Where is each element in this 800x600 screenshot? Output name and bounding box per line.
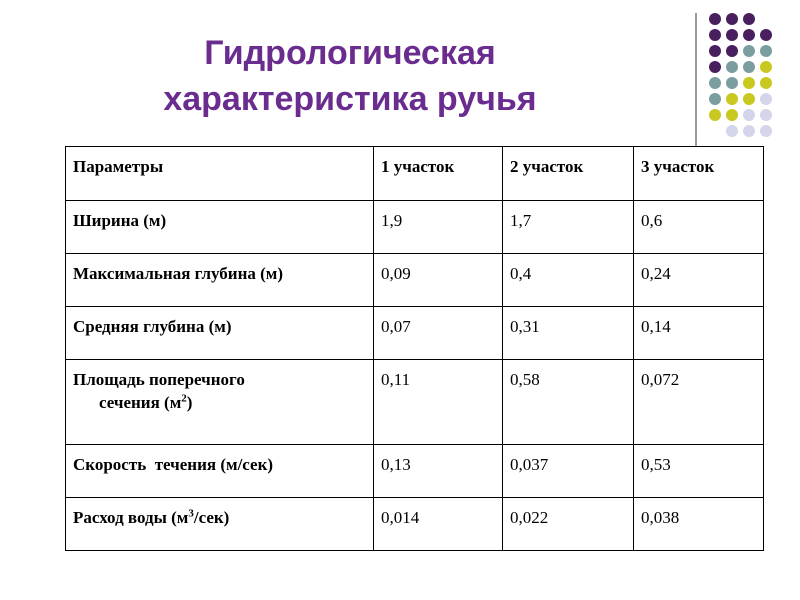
decorative-dot xyxy=(726,13,738,25)
param-cell xyxy=(66,498,374,551)
value-cell: 0,037 xyxy=(503,445,634,498)
slide-title xyxy=(60,30,640,122)
param-text-end: ) xyxy=(186,393,193,412)
decorative-dot xyxy=(743,77,755,89)
value-cell: 1,7 xyxy=(503,201,634,254)
decorative-dot xyxy=(760,45,772,57)
decorative-dot xyxy=(726,29,738,41)
value-cell: 0,022 xyxy=(503,498,634,551)
decorative-dot xyxy=(709,13,721,25)
param-text: Расход воды (м xyxy=(73,508,189,527)
hydrology-table xyxy=(65,146,764,551)
value-cell: 0,07 xyxy=(374,307,503,360)
decorative-dot xyxy=(760,93,772,105)
decorative-dot xyxy=(726,93,738,105)
decorative-dot xyxy=(726,45,738,57)
decorative-dot xyxy=(760,29,772,41)
value-cell: 0,31 xyxy=(503,307,634,360)
decorative-dot xyxy=(726,61,738,73)
value-cell: 1,9 xyxy=(374,201,503,254)
value-cell: 0,11 xyxy=(374,360,503,445)
param-cell: Ширина (м) xyxy=(66,201,374,254)
table-header-row xyxy=(66,147,764,201)
decorative-dot xyxy=(743,45,755,57)
slide-title-line-1: Гидрологическая xyxy=(204,34,496,72)
header-cell-section-2: 2 участок xyxy=(503,147,634,201)
header-cell-params: Параметры xyxy=(66,147,374,201)
decorative-dot xyxy=(743,125,755,137)
value-cell: 0,014 xyxy=(374,498,503,551)
table-row-width xyxy=(66,201,764,254)
table-row-max-depth xyxy=(66,254,764,307)
decorative-dot xyxy=(709,45,721,57)
header-cell-section-1: 1 участок xyxy=(374,147,503,201)
decorative-dot xyxy=(760,125,772,137)
value-cell: 0,4 xyxy=(503,254,634,307)
decorative-dot xyxy=(760,77,772,89)
decorative-dot xyxy=(743,93,755,105)
slide-title-line-2: характеристика ручья xyxy=(163,80,537,118)
value-cell: 0,038 xyxy=(634,498,764,551)
decorative-dot xyxy=(726,125,738,137)
value-cell: 0,53 xyxy=(634,445,764,498)
table-row-cross-section xyxy=(66,360,764,445)
param-cell xyxy=(66,360,374,445)
decorative-dot xyxy=(709,29,721,41)
param-cell: Максимальная глубина (м) xyxy=(66,254,374,307)
decorative-dot xyxy=(709,93,721,105)
decorative-dot xyxy=(726,109,738,121)
decorative-divider xyxy=(695,13,697,146)
param-text-end: /сек) xyxy=(193,508,230,527)
param-line-2 xyxy=(73,391,366,414)
value-cell: 0,58 xyxy=(503,360,634,445)
decorative-dot xyxy=(709,109,721,121)
param-text: сечения (м xyxy=(99,393,182,412)
param-cell: Средняя глубина (м) xyxy=(66,307,374,360)
superscript: 3 xyxy=(188,507,194,520)
decorative-dot xyxy=(760,61,772,73)
header-cell-section-3: 3 участок xyxy=(634,147,764,201)
value-cell: 0,13 xyxy=(374,445,503,498)
decorative-dot xyxy=(743,13,755,25)
decorative-dot xyxy=(726,77,738,89)
value-cell: 0,6 xyxy=(634,201,764,254)
decorative-dot xyxy=(743,61,755,73)
decorative-dot xyxy=(709,77,721,89)
decorative-dot xyxy=(743,29,755,41)
value-cell: 0,09 xyxy=(374,254,503,307)
value-cell: 0,14 xyxy=(634,307,764,360)
value-cell: 0,072 xyxy=(634,360,764,445)
decorative-dot xyxy=(709,61,721,73)
param-line-1: Площадь поперечного xyxy=(73,370,245,389)
decorative-dot xyxy=(743,109,755,121)
table-row-velocity xyxy=(66,445,764,498)
value-cell: 0,24 xyxy=(634,254,764,307)
superscript: 2 xyxy=(181,392,187,405)
decorative-dot xyxy=(760,109,772,121)
table-row-mean-depth xyxy=(66,307,764,360)
param-cell: Скорость течения (м/сек) xyxy=(66,445,374,498)
table-row-discharge xyxy=(66,498,764,551)
